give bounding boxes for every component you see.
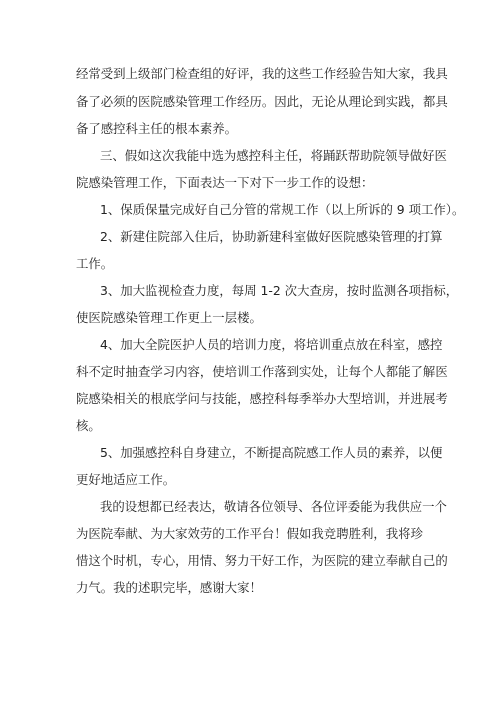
- text-line: 惜这个时机，专心，用情、努力干好工作，为医院的建立奉献自己的: [76, 553, 448, 568]
- text-line: 三、假如这次我能中选为感控科主任，将踊跃帮助院领导做好医: [100, 148, 447, 163]
- text-line: 院感染相关的根底学问与技能，感控科每季举办大型培训，并进展考: [76, 391, 448, 406]
- text-line: 使医院感染管理工作更上一层楼。: [76, 310, 262, 325]
- text-line: 5、加强感控科自身建立，不断提高院感工作人员的素养，以便: [100, 445, 443, 460]
- text-line: 院感染管理工作，下面表达一下对下一步工作的设想：: [76, 175, 374, 190]
- text-line: 更好地适应工作。: [76, 472, 176, 487]
- text-line: 我的设想都已经表达，敬请各位领导、各位评委能为我供应一个: [100, 499, 447, 514]
- text-line: 经常受到上级部门检查组的好评，我的这些工作经验告知大家，我具: [76, 66, 448, 81]
- text-line: 核。: [76, 418, 101, 433]
- text-line: 2、新建住院部入住后，协助新建科室做好医院感染管理的打算: [100, 229, 443, 244]
- text-line: 为医院奉献、为大家效劳的工作平台！假如我竞聘胜利，我将珍: [76, 526, 423, 541]
- text-line: 备了必须的医院感染管理工作经历。因此，无论从理论到实践，都具: [76, 94, 448, 109]
- text-line: 力气。我的述职完毕，感谢大家！: [76, 580, 262, 595]
- text-line: 备了感控科主任的根本素养。: [76, 121, 238, 136]
- text-line: 4、加大全院医护人员的培训力度，将培训重点放在科室，感控: [100, 337, 443, 352]
- text-line: 3、加大监视检查力度，每周 1-2 次大查房，按时监测各项指标，: [100, 283, 459, 298]
- text-line: 科不定时抽查学习内容，使培训工作落到实处，让每个人都能了解医: [76, 364, 448, 379]
- text-line: 工作。: [76, 256, 114, 271]
- text-line: 1、保质保量完成好自己分管的常规工作（以上所诉的 9 项工作）。: [100, 202, 465, 217]
